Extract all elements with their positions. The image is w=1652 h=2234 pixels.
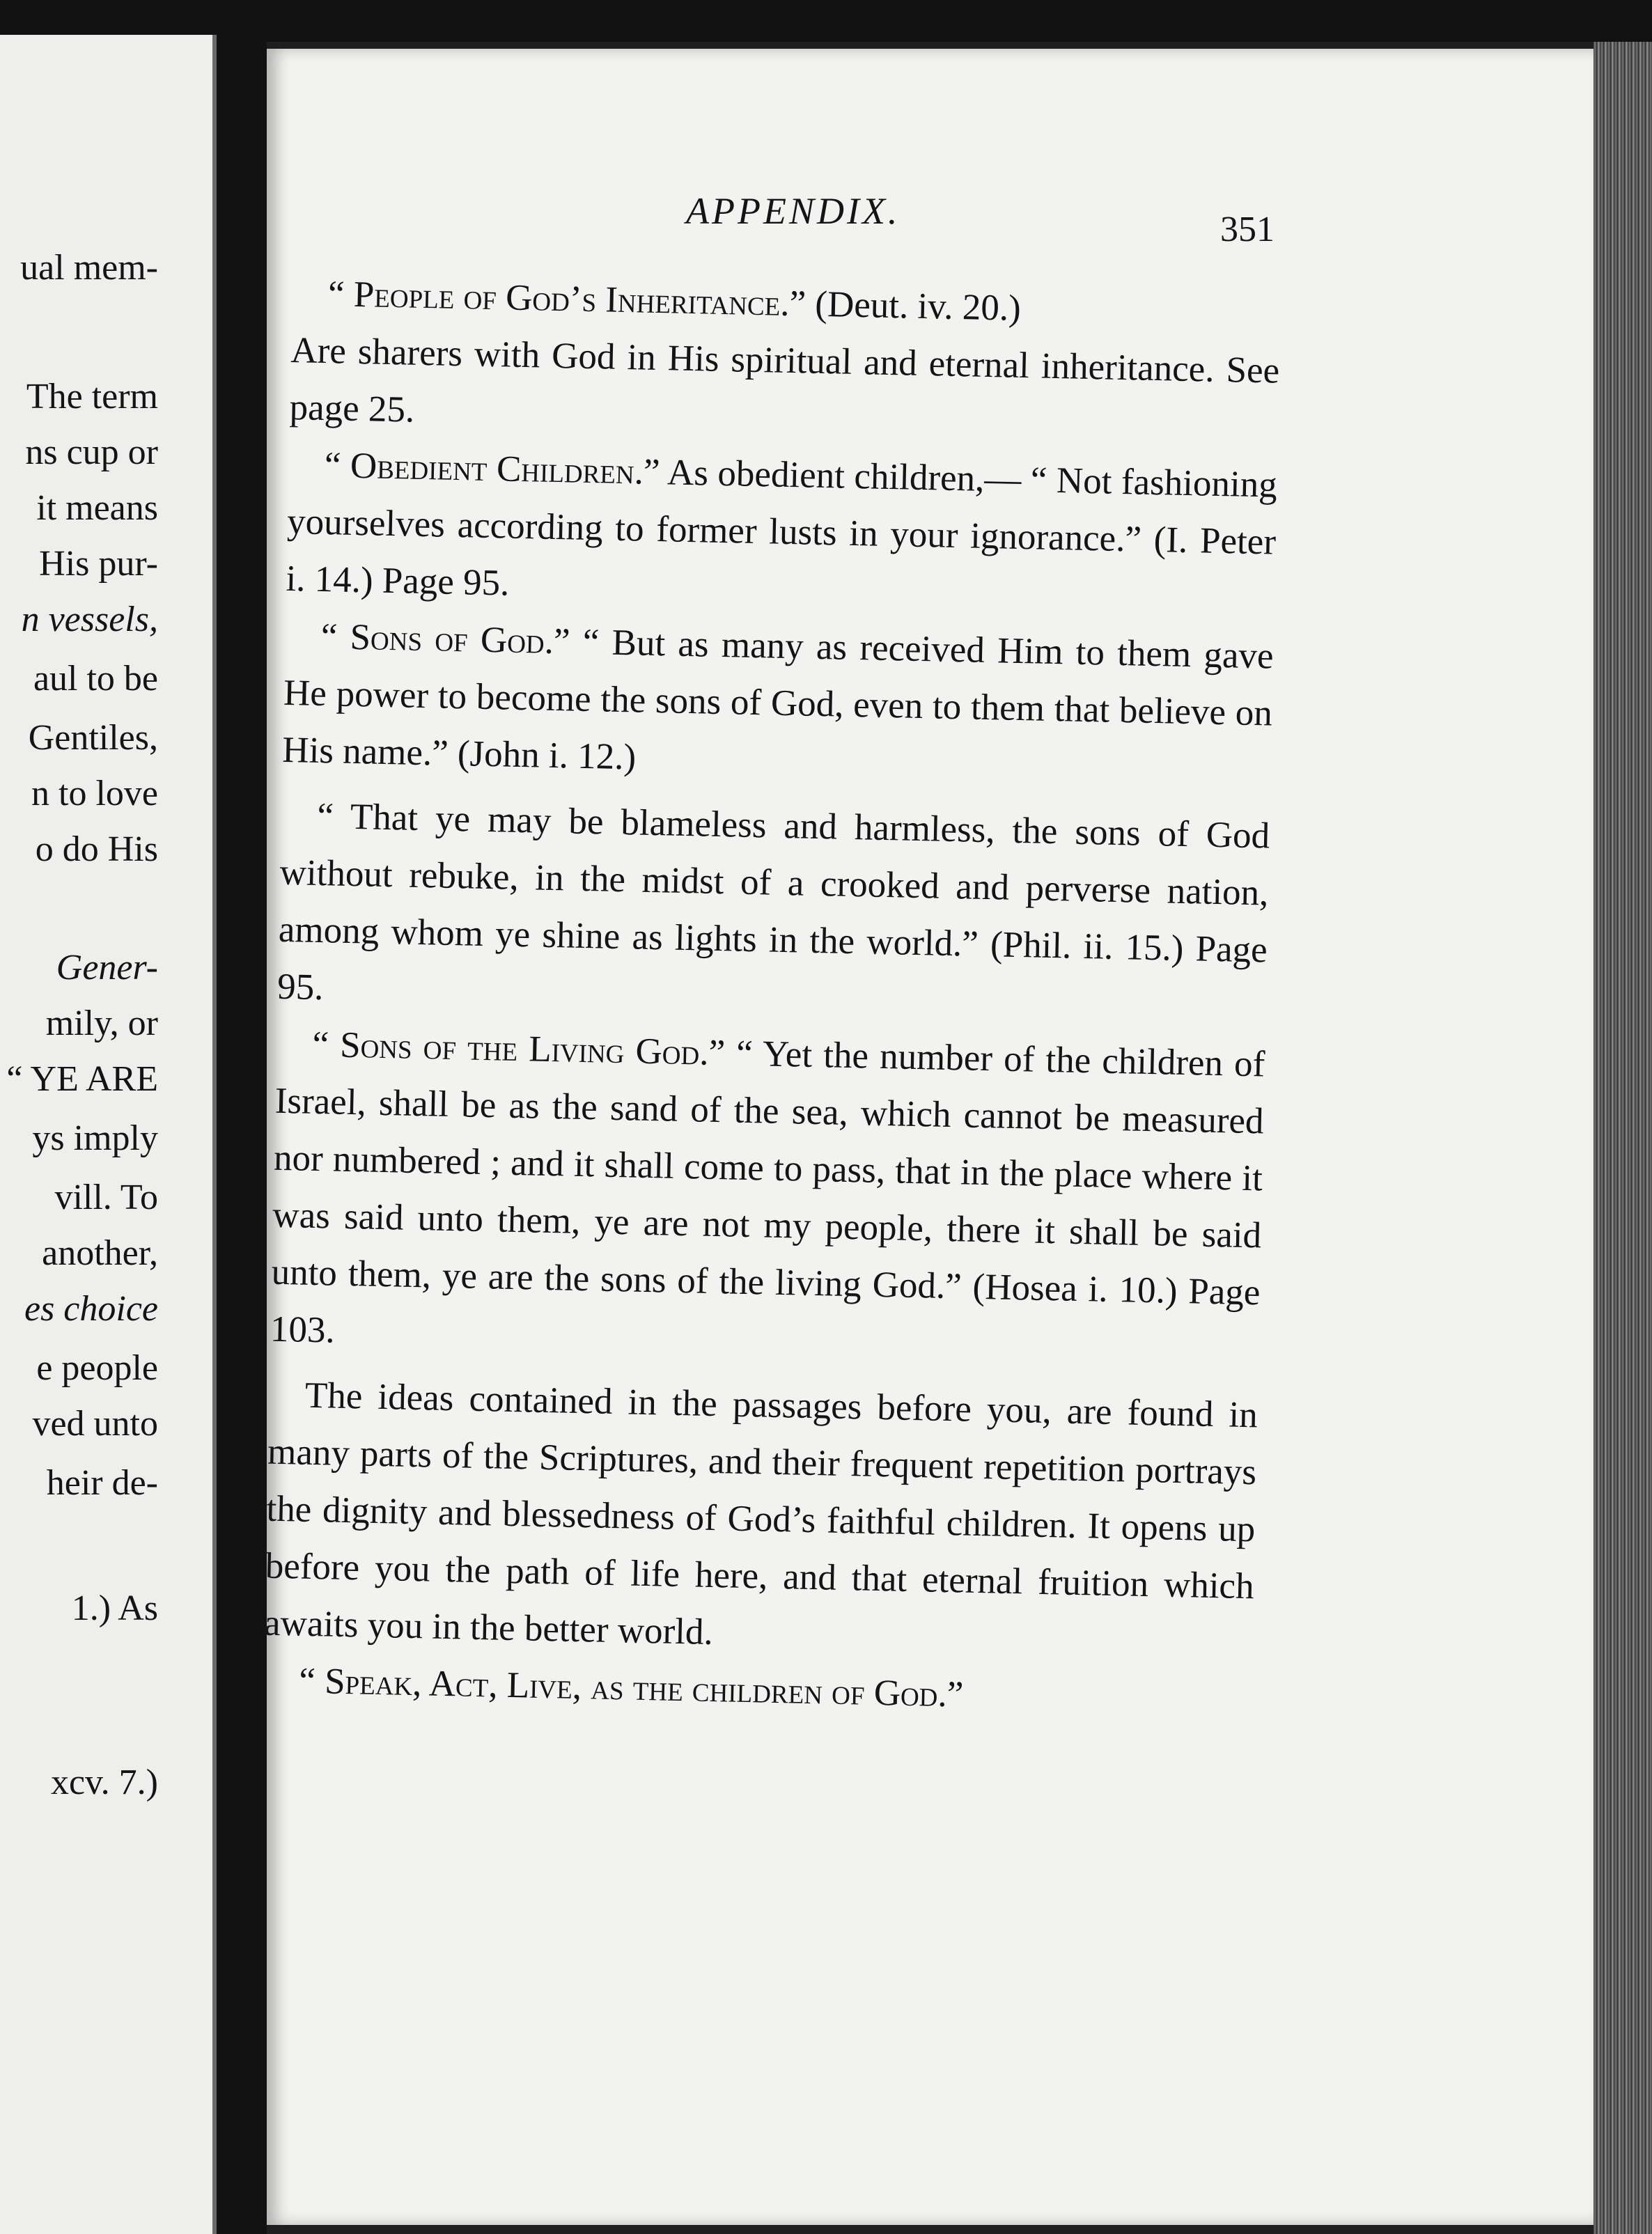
left-page-line: aul to be — [33, 659, 158, 698]
left-page-line: o do His — [35, 829, 158, 869]
left-page-line: Gener- — [56, 948, 158, 987]
paragraph-text: The ideas contained in the passages before you, are found in many parts of the Scriptures, and their frequent repetition portrays the dignity and blessedness of God’s faithful children. It opens up before you the path of life here, and that eternal fruition which awaits you in the better world. — [263, 1375, 1259, 1653]
left-page — [0, 35, 217, 2234]
left-page-line: “ YE ARE — [6, 1059, 158, 1099]
page-body — [263, 265, 1281, 1729]
scripture-reference: (Deut. iv. 20.) — [805, 283, 1022, 329]
left-page-line: heir de- — [46, 1463, 158, 1503]
paragraph-text: “ That ye may be blameless and harmless, the sons of God without rebuke, in the midst of a crooked and perverse nation, among whom ye shine as lights in the world.” (Phil. ii. 15.) Page 95. — [276, 795, 1270, 1008]
left-page-line: xcv. 7.) — [50, 1763, 158, 1802]
left-page-line: es choice — [24, 1289, 158, 1329]
left-page-line: 1.) As — [71, 1588, 158, 1628]
left-page-line: His pur- — [39, 544, 158, 584]
paragraph-obedient-children — [286, 436, 1278, 628]
left-page-line: vill. To — [54, 1178, 158, 1217]
running-head: APPENDIX. — [686, 190, 901, 232]
book-gutter — [217, 35, 267, 2234]
paragraph-text: “ Speak, Act, Live, as the children of God.” — [298, 1660, 964, 1715]
paragraph-text: Are sharers with God in His spiritual and eternal inheritance. See page 25. — [289, 329, 1280, 430]
page-number: 351 — [1220, 210, 1275, 249]
left-page-line: n vessels, — [21, 600, 158, 639]
paragraph-ideas-contained — [263, 1366, 1258, 1673]
left-page-line: ved unto — [32, 1404, 158, 1444]
left-page-line: ual mem- — [20, 248, 158, 288]
paragraph-text: “ Yet the number of the children of Israel, shall be as the sand of the sea, which cannot be measured nor numbered ; and it shall come to pass, that in the place where it was said unto them, ye are not my people, there it shall be said unto them, ye are the sons of the living God.” (Hosea i. 10.) Page 103. — [270, 1033, 1265, 1351]
paragraph-people-of-gods-inheritance — [289, 265, 1281, 457]
left-page-line: it means — [36, 488, 158, 528]
left-page-line: ns cup or — [25, 432, 158, 472]
left-page-line: ys imply — [32, 1118, 158, 1158]
left-page-line: The term — [26, 377, 158, 416]
left-page-line: n to love — [31, 774, 158, 813]
entry-heading: “ People of God’s Inheritance.” — [327, 274, 806, 325]
page-edges — [1593, 42, 1652, 2234]
entry-heading: “ Obedient Children.” — [324, 445, 661, 493]
paragraph-blameless — [276, 787, 1270, 1036]
left-page-line: mily, or — [45, 1003, 158, 1043]
entry-heading: “ Sons of the Living God.” — [311, 1024, 726, 1074]
entry-heading: “ Sons of God.” — [320, 616, 571, 662]
paragraph-sons-of-the-living-god — [270, 1015, 1265, 1379]
paragraph-sons-of-god — [282, 607, 1275, 799]
left-page-line: another, — [42, 1233, 158, 1273]
left-page-line: e people — [36, 1348, 158, 1388]
left-page-line: Gentiles, — [28, 718, 158, 758]
paragraph-text: As obedient children,— “ Not fashioning yourselves according to former lusts in your ignorance.” (I. Peter i. 14.) Page 95. — [285, 452, 1278, 604]
paragraph-text: “ But as many as received Him to them gave He power to become the sons of God, even to them that believe on His name.” (John i. 12.) — [281, 621, 1275, 778]
